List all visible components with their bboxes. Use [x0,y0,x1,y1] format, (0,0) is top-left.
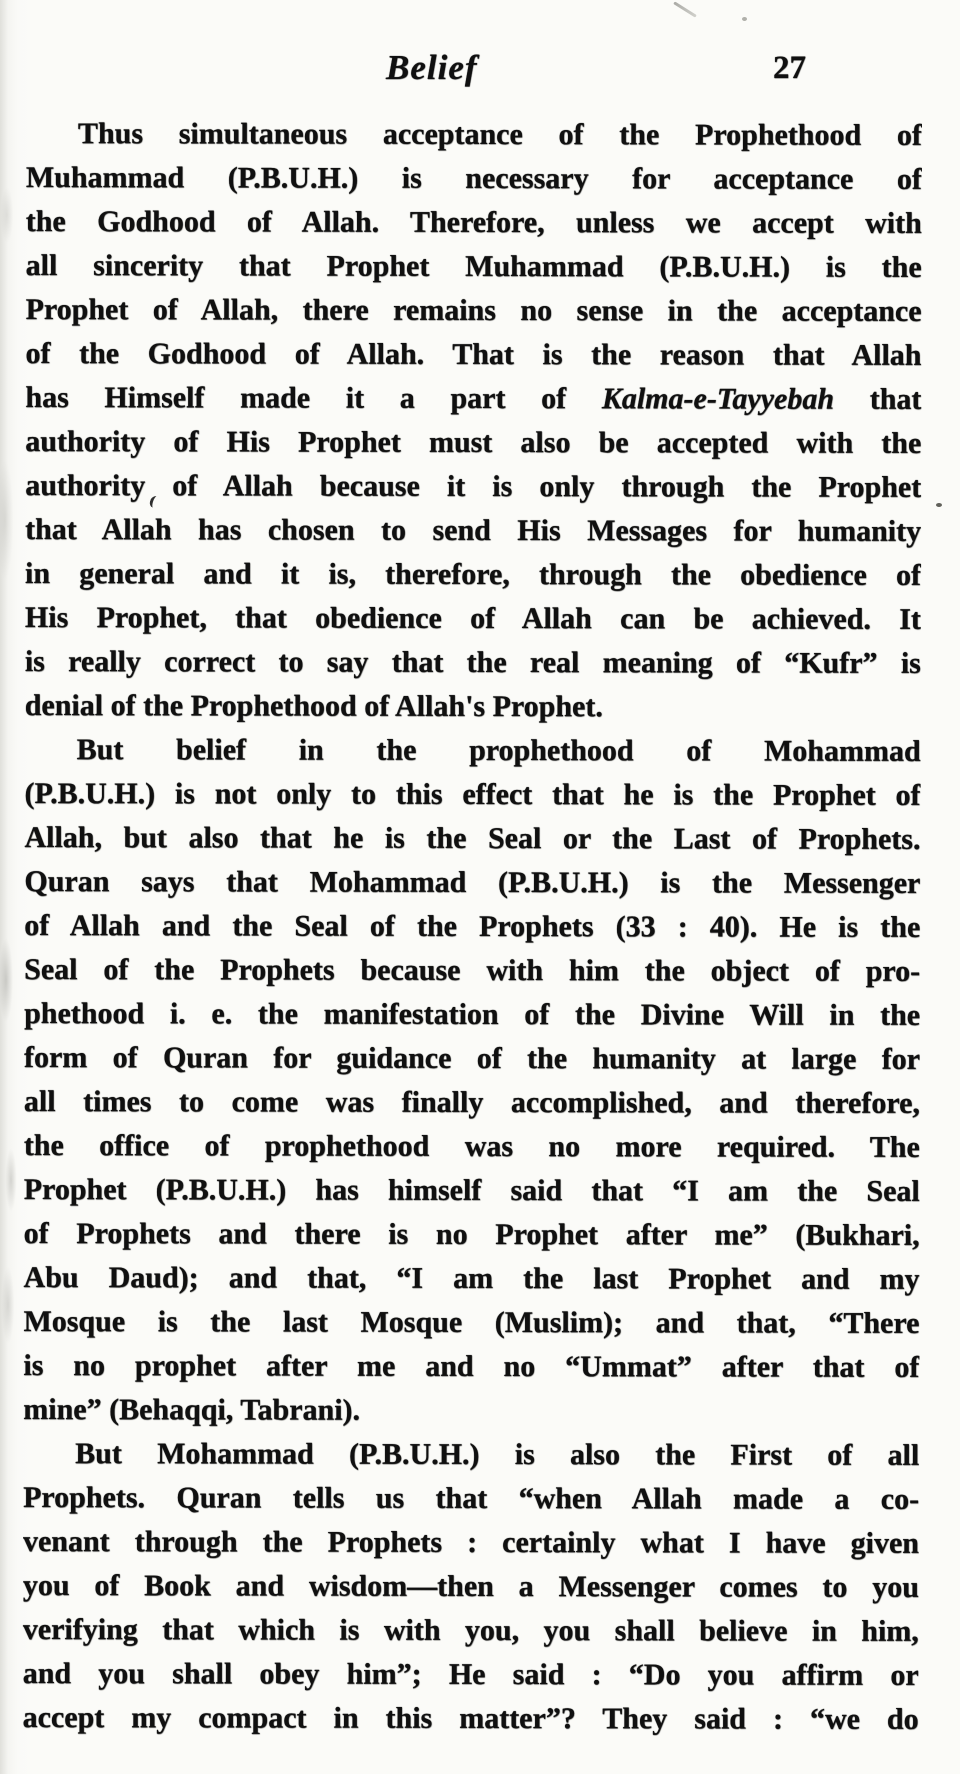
text-line: that Allah has chosen to send His Messages for humanity [25,512,922,548]
scan-speck [742,17,747,21]
text-line: Prophets. Quran tells us that “when Allah made a co- [23,1480,920,1516]
text-line: venant through the Prophets : certainly what I have given [22,1524,920,1560]
text-line: Prophet of Allah, there remains no sense in the acceptance [25,292,922,328]
page-number: 27 [773,50,806,86]
text-line: in general and it is, therefore, through the obedience of [24,556,922,592]
paragraph [25,112,922,730]
text-line: Seal of the Prophets because with him the object of pro- [24,952,921,988]
text-line: authority of His Prophet must also be accepted with the [25,424,922,460]
text-line: mine” (Behaqqi, Tabrani). [23,1392,361,1427]
text-line: But Mohammad (P.B.U.H.) is also the First of all [75,1437,920,1472]
text-line: Muhammad (P.B.U.H.) is necessary for acceptance of [25,160,922,196]
text-line: denial of the Prophethood of Allah's Prophet. [24,688,603,724]
paragraph [23,728,920,1434]
text-line: Mosque is the last Mosque (Muslim); and that, “There [23,1304,920,1340]
text-line: Abu Daud); and that, “I am the last Prophet and my [23,1260,920,1296]
text-line: is really correct to say that the real meaning of “Kufr” is [24,644,921,680]
scan-scratch-mark [673,1,697,17]
ink-dot-right-margin [936,503,942,507]
text-line: authority of Allah because it is only through the Prophet [25,468,922,504]
text-line: His Prophet, that obedience of Allah can be achieved. It [24,600,921,636]
text-line: you of Book and wisdom—then a Messenger comes to you [22,1568,919,1604]
text-line: and you shall obey him”; He said : “Do you affirm or [22,1656,919,1692]
text-line: Thus simultaneous acceptance of the Prophethood of [77,117,922,152]
text-line: of Allah and the Seal of the Prophets (33 : 40). He is the [24,908,921,944]
page-header [0,46,960,90]
page-title: Belief [386,48,478,87]
text-line: the office of prophethood was no more required. The [23,1128,920,1164]
text-line: Allah, but also that he is the Seal or the Last of Prophets. [24,820,921,856]
text-line: the Godhood of Allah. Therefore, unless we accept with [25,204,922,240]
text-line: verifying that which is with you, you shall believe in him, [22,1612,919,1648]
text-line: is no prophet after me and no “Ummat” after that of [23,1348,920,1384]
text-line: of the Godhood of Allah. That is the reason that Allah [25,336,922,372]
text-column [23,112,922,1742]
text-line: Quran says that Mohammad (P.B.U.H.) is the Messenger [24,864,921,900]
text-line: of Prophets and there is no Prophet after me” (Bukhari, [23,1216,920,1252]
text-line: (P.B.U.H.) is not only to this effect that he is the Prophet of [24,776,921,812]
text-line: But belief in the prophethood of Mohammad [76,733,921,768]
text-line: all times to come was finally accomplished, and therefore, [23,1084,920,1120]
text-line: accept my compact in this matter”? They said : “we do [22,1700,919,1736]
text-line: Prophet (P.B.U.H.) has himself said that “I am the Seal [23,1172,920,1208]
paragraph [23,1432,920,1742]
text-line: phethood i. e. the manifestation of the Divine Will in the [24,996,921,1032]
text-line: has Himself made it a part of Kalma-e-Tayyebah that [25,380,922,416]
text-line: all sincerity that Prophet Muhammad (P.B.U.H.) is the [25,248,922,284]
text-line: form of Quran for guidance of the humanity at large for [23,1040,921,1076]
